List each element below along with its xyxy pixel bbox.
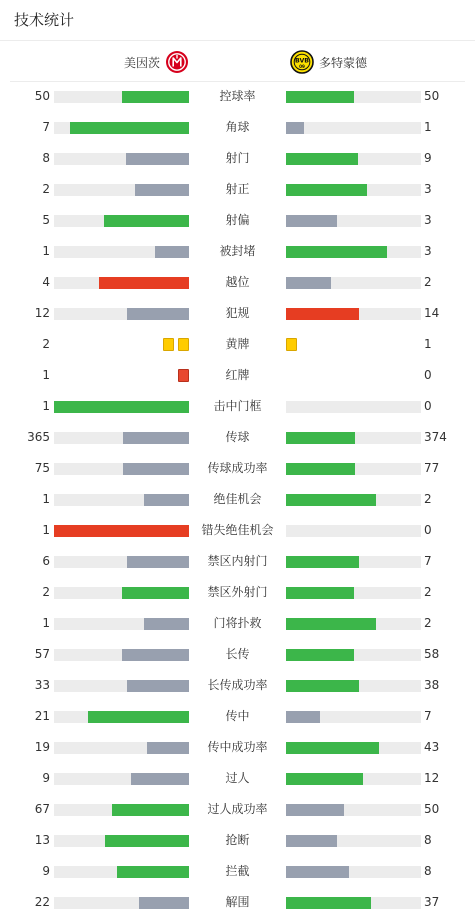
away-stat-bar: [286, 618, 421, 630]
home-cards: [163, 338, 189, 352]
home-stat-value: 21: [34, 709, 50, 723]
home-stat-bar-fill: [105, 835, 189, 847]
stat-row: [0, 143, 475, 174]
away-stat-bar-fill: [286, 742, 379, 754]
away-stat-bar-fill: [286, 649, 354, 661]
away-stat-bar-fill: [286, 804, 344, 816]
away-stat-value: 0: [424, 523, 432, 537]
home-stat-bar-fill: [144, 618, 189, 630]
home-stat-value: 1: [42, 616, 50, 630]
away-stat-bar: [286, 556, 421, 568]
away-stat-value: 50: [424, 89, 440, 103]
away-team-name: 多特蒙德: [319, 55, 368, 70]
yellow-card-icon: [163, 338, 174, 351]
home-stat-bar: [54, 308, 189, 320]
home-stat-bar-fill: [117, 866, 189, 878]
stat-row: [0, 298, 475, 329]
stat-row: [0, 577, 475, 608]
away-stat-bar-fill: [286, 897, 371, 909]
home-stat-bar: [54, 215, 189, 227]
away-stat-bar: [286, 742, 421, 754]
home-stat-value: 9: [42, 771, 50, 785]
away-stat-bar-fill: [286, 587, 354, 599]
away-stat-value: 8: [424, 833, 432, 847]
away-stat-bar: [286, 184, 421, 196]
away-stat-bar: [286, 122, 421, 134]
stat-row: [0, 887, 475, 918]
stat-row: [0, 174, 475, 205]
away-stat-bar-fill: [286, 432, 355, 444]
stat-row: [0, 546, 475, 577]
stat-row: [0, 453, 475, 484]
home-stat-bar-fill: [122, 587, 190, 599]
home-stat-bar-fill: [126, 153, 189, 165]
away-stat-bar-fill: [286, 680, 359, 692]
stat-label: 长传: [225, 647, 250, 661]
away-stat-value: 2: [424, 616, 432, 630]
home-stat-value: 12: [34, 306, 50, 320]
team-header: [0, 46, 475, 78]
svg-text:BVB: BVB: [295, 57, 309, 65]
home-stat-bar: [54, 153, 189, 165]
stat-label: 黄牌: [225, 337, 250, 351]
stat-label: 解围: [225, 895, 250, 909]
svg-text:09: 09: [299, 64, 305, 69]
away-stat-value: 0: [424, 368, 432, 382]
away-stat-value: 9: [424, 151, 432, 165]
away-stat-value: 2: [424, 492, 432, 506]
away-stat-bar: [286, 587, 421, 599]
away-stat-bar: [286, 432, 421, 444]
home-stat-bar: [54, 618, 189, 630]
stat-label: 门将扑救: [213, 616, 262, 630]
home-stat-value: 19: [34, 740, 50, 754]
home-stat-bar: [54, 773, 189, 785]
home-stat-bar-fill: [123, 432, 189, 444]
away-stat-bar: [286, 835, 421, 847]
home-stat-value: 1: [42, 244, 50, 258]
stat-label: 射偏: [225, 213, 250, 227]
away-stat-bar-fill: [286, 556, 359, 568]
home-stat-value: 5: [42, 213, 50, 227]
away-stat-value: 14: [424, 306, 440, 320]
home-stat-value: 33: [34, 678, 50, 692]
home-stat-bar: [54, 277, 189, 289]
home-stat-value: 75: [34, 461, 50, 475]
stat-label: 传球成功率: [207, 461, 268, 475]
stat-row: [0, 360, 475, 391]
home-stat-bar-fill: [144, 494, 189, 506]
home-stat-bar: [54, 835, 189, 847]
stat-label: 传球: [225, 430, 250, 444]
away-stat-bar-fill: [286, 835, 337, 847]
stat-label: 角球: [225, 120, 250, 134]
home-stat-bar-fill: [99, 277, 189, 289]
stats-list: [0, 81, 475, 918]
home-stat-bar-fill: [127, 556, 189, 568]
home-stat-bar: [54, 897, 189, 909]
away-stat-bar-fill: [286, 773, 363, 785]
away-stat-bar: [286, 401, 421, 413]
stat-label: 过人成功率: [207, 802, 268, 816]
bvb-crest-icon: [290, 50, 314, 74]
home-stat-bar-fill: [123, 463, 189, 475]
stat-row: [0, 608, 475, 639]
stat-label: 禁区外射门: [207, 585, 268, 599]
stat-row: [0, 484, 475, 515]
home-stat-bar-fill: [104, 215, 189, 227]
away-stat-value: 77: [424, 461, 440, 475]
home-stat-bar: [54, 556, 189, 568]
home-stat-bar-fill: [131, 773, 189, 785]
stat-row: [0, 701, 475, 732]
home-stat-value: 7: [42, 120, 50, 134]
away-stat-value: 374: [424, 430, 447, 444]
home-stat-bar-fill: [70, 122, 189, 134]
away-stat-bar-fill: [286, 711, 320, 723]
home-stat-bar: [54, 680, 189, 692]
away-stat-bar-fill: [286, 184, 367, 196]
away-stat-bar: [286, 866, 421, 878]
away-stat-value: 12: [424, 771, 440, 785]
stat-row: [0, 732, 475, 763]
away-stat-bar-fill: [286, 153, 358, 165]
away-stat-value: 1: [424, 120, 432, 134]
away-stat-bar: [286, 494, 421, 506]
home-stat-bar: [54, 804, 189, 816]
stat-label: 红牌: [225, 368, 250, 382]
away-stat-bar-fill: [286, 618, 376, 630]
stat-row: [0, 112, 475, 143]
stat-row: [0, 639, 475, 670]
stat-label: 抢断: [225, 833, 250, 847]
home-stat-bar-fill: [88, 711, 189, 723]
home-stat-bar-fill: [54, 525, 189, 537]
stat-label: 射正: [225, 182, 250, 196]
home-stat-bar-fill: [127, 308, 189, 320]
red-card-icon: [178, 369, 189, 382]
yellow-card-icon: [178, 338, 189, 351]
home-stat-bar: [54, 525, 189, 537]
away-stat-bar: [286, 773, 421, 785]
away-stat-bar-fill: [286, 246, 387, 258]
home-stat-value: 2: [42, 182, 50, 196]
home-stat-value: 2: [42, 337, 50, 351]
home-stat-bar: [54, 649, 189, 661]
away-stat-value: 3: [424, 244, 432, 258]
home-stat-bar-fill: [155, 246, 189, 258]
away-stat-value: 58: [424, 647, 440, 661]
away-stat-bar: [286, 215, 421, 227]
home-team[interactable]: [124, 46, 189, 78]
home-stat-value: 1: [42, 523, 50, 537]
away-stat-value: 7: [424, 709, 432, 723]
home-stat-bar: [54, 432, 189, 444]
home-stat-bar: [54, 122, 189, 134]
home-stat-bar-fill: [122, 91, 190, 103]
away-team[interactable]: [290, 46, 367, 78]
away-stat-bar-fill: [286, 866, 349, 878]
stat-row: [0, 267, 475, 298]
home-stat-bar: [54, 184, 189, 196]
stat-row: [0, 856, 475, 887]
home-stat-bar: [54, 463, 189, 475]
away-stat-value: 3: [424, 182, 432, 196]
home-stat-value: 2: [42, 585, 50, 599]
home-stat-bar: [54, 246, 189, 258]
home-stat-bar-fill: [139, 897, 189, 909]
away-stat-bar: [286, 91, 421, 103]
home-stat-bar-fill: [54, 401, 189, 413]
stat-label: 被封堵: [219, 244, 256, 258]
home-stat-bar-fill: [135, 184, 189, 196]
away-stat-value: 50: [424, 802, 440, 816]
home-stat-value: 57: [34, 647, 50, 661]
home-stat-value: 6: [42, 554, 50, 568]
home-cards: [178, 369, 189, 383]
home-stat-value: 9: [42, 864, 50, 878]
home-stat-value: 365: [27, 430, 50, 444]
home-stat-value: 1: [42, 368, 50, 382]
stat-row: [0, 670, 475, 701]
away-stat-value: 7: [424, 554, 432, 568]
away-stat-bar-fill: [286, 122, 304, 134]
away-stat-value: 43: [424, 740, 440, 754]
stat-row: [0, 763, 475, 794]
home-stat-value: 22: [34, 895, 50, 909]
home-stat-bar: [54, 711, 189, 723]
stat-row: [0, 81, 475, 112]
away-stat-value: 0: [424, 399, 432, 413]
away-stat-bar: [286, 246, 421, 258]
home-stat-value: 67: [34, 802, 50, 816]
stat-label: 传中成功率: [207, 740, 268, 754]
away-stat-value: 37: [424, 895, 440, 909]
yellow-card-icon: [286, 338, 297, 351]
away-stat-bar-fill: [286, 308, 359, 320]
home-team-name: 美因茨: [123, 55, 160, 70]
stat-row: [0, 329, 475, 360]
stat-label: 过人: [225, 771, 250, 785]
away-stat-bar: [286, 649, 421, 661]
stat-label: 拦截: [225, 864, 250, 878]
stat-label: 传中: [225, 709, 250, 723]
away-stat-value: 8: [424, 864, 432, 878]
away-stat-bar: [286, 897, 421, 909]
stat-row: [0, 205, 475, 236]
stat-row: [0, 825, 475, 856]
home-stat-value: 50: [34, 89, 50, 103]
away-stat-bar: [286, 277, 421, 289]
stat-label: 越位: [225, 275, 250, 289]
away-stat-value: 38: [424, 678, 440, 692]
mainz-crest-icon: [165, 50, 189, 74]
away-stat-bar: [286, 680, 421, 692]
home-stat-value: 4: [42, 275, 50, 289]
away-stat-value: 3: [424, 213, 432, 227]
stat-label: 禁区内射门: [207, 554, 268, 568]
away-stat-bar: [286, 153, 421, 165]
away-stat-bar: [286, 711, 421, 723]
away-stat-value: 2: [424, 275, 432, 289]
stat-row: [0, 391, 475, 422]
stat-label: 击中门框: [213, 399, 262, 413]
away-stat-bar: [286, 463, 421, 475]
home-stat-bar: [54, 742, 189, 754]
home-stat-bar-fill: [122, 649, 190, 661]
away-stat-value: 2: [424, 585, 432, 599]
page-title: 技术统计: [14, 11, 75, 29]
stat-row: [0, 236, 475, 267]
stat-row: [0, 794, 475, 825]
away-stat-bar-fill: [286, 463, 355, 475]
away-stat-bar: [286, 804, 421, 816]
home-stat-bar: [54, 401, 189, 413]
title-divider: [0, 40, 475, 41]
home-stat-bar-fill: [147, 742, 189, 754]
home-stat-bar: [54, 866, 189, 878]
away-stat-bar-fill: [286, 91, 354, 103]
stat-label: 犯规: [225, 306, 250, 320]
home-stat-bar-fill: [127, 680, 189, 692]
away-stat-value: 1: [424, 337, 432, 351]
away-stat-bar-fill: [286, 215, 337, 227]
home-stat-bar: [54, 494, 189, 506]
stat-row: [0, 515, 475, 546]
away-stat-bar: [286, 525, 421, 537]
away-stat-bar-fill: [286, 494, 376, 506]
stat-label: 长传成功率: [207, 678, 268, 692]
home-stat-bar-fill: [112, 804, 189, 816]
stat-label: 射门: [225, 151, 250, 165]
home-stat-value: 1: [42, 492, 50, 506]
home-stat-bar: [54, 91, 189, 103]
away-stat-bar: [286, 308, 421, 320]
stat-row: [0, 422, 475, 453]
away-cards: [286, 338, 297, 352]
stat-label: 控球率: [219, 89, 256, 103]
home-stat-value: 13: [34, 833, 50, 847]
home-stat-value: 8: [42, 151, 50, 165]
home-stat-bar: [54, 587, 189, 599]
away-stat-bar-fill: [286, 277, 331, 289]
stat-label: 绝佳机会: [213, 492, 262, 506]
stat-label: 错失绝佳机会: [201, 523, 274, 537]
home-stat-value: 1: [42, 399, 50, 413]
